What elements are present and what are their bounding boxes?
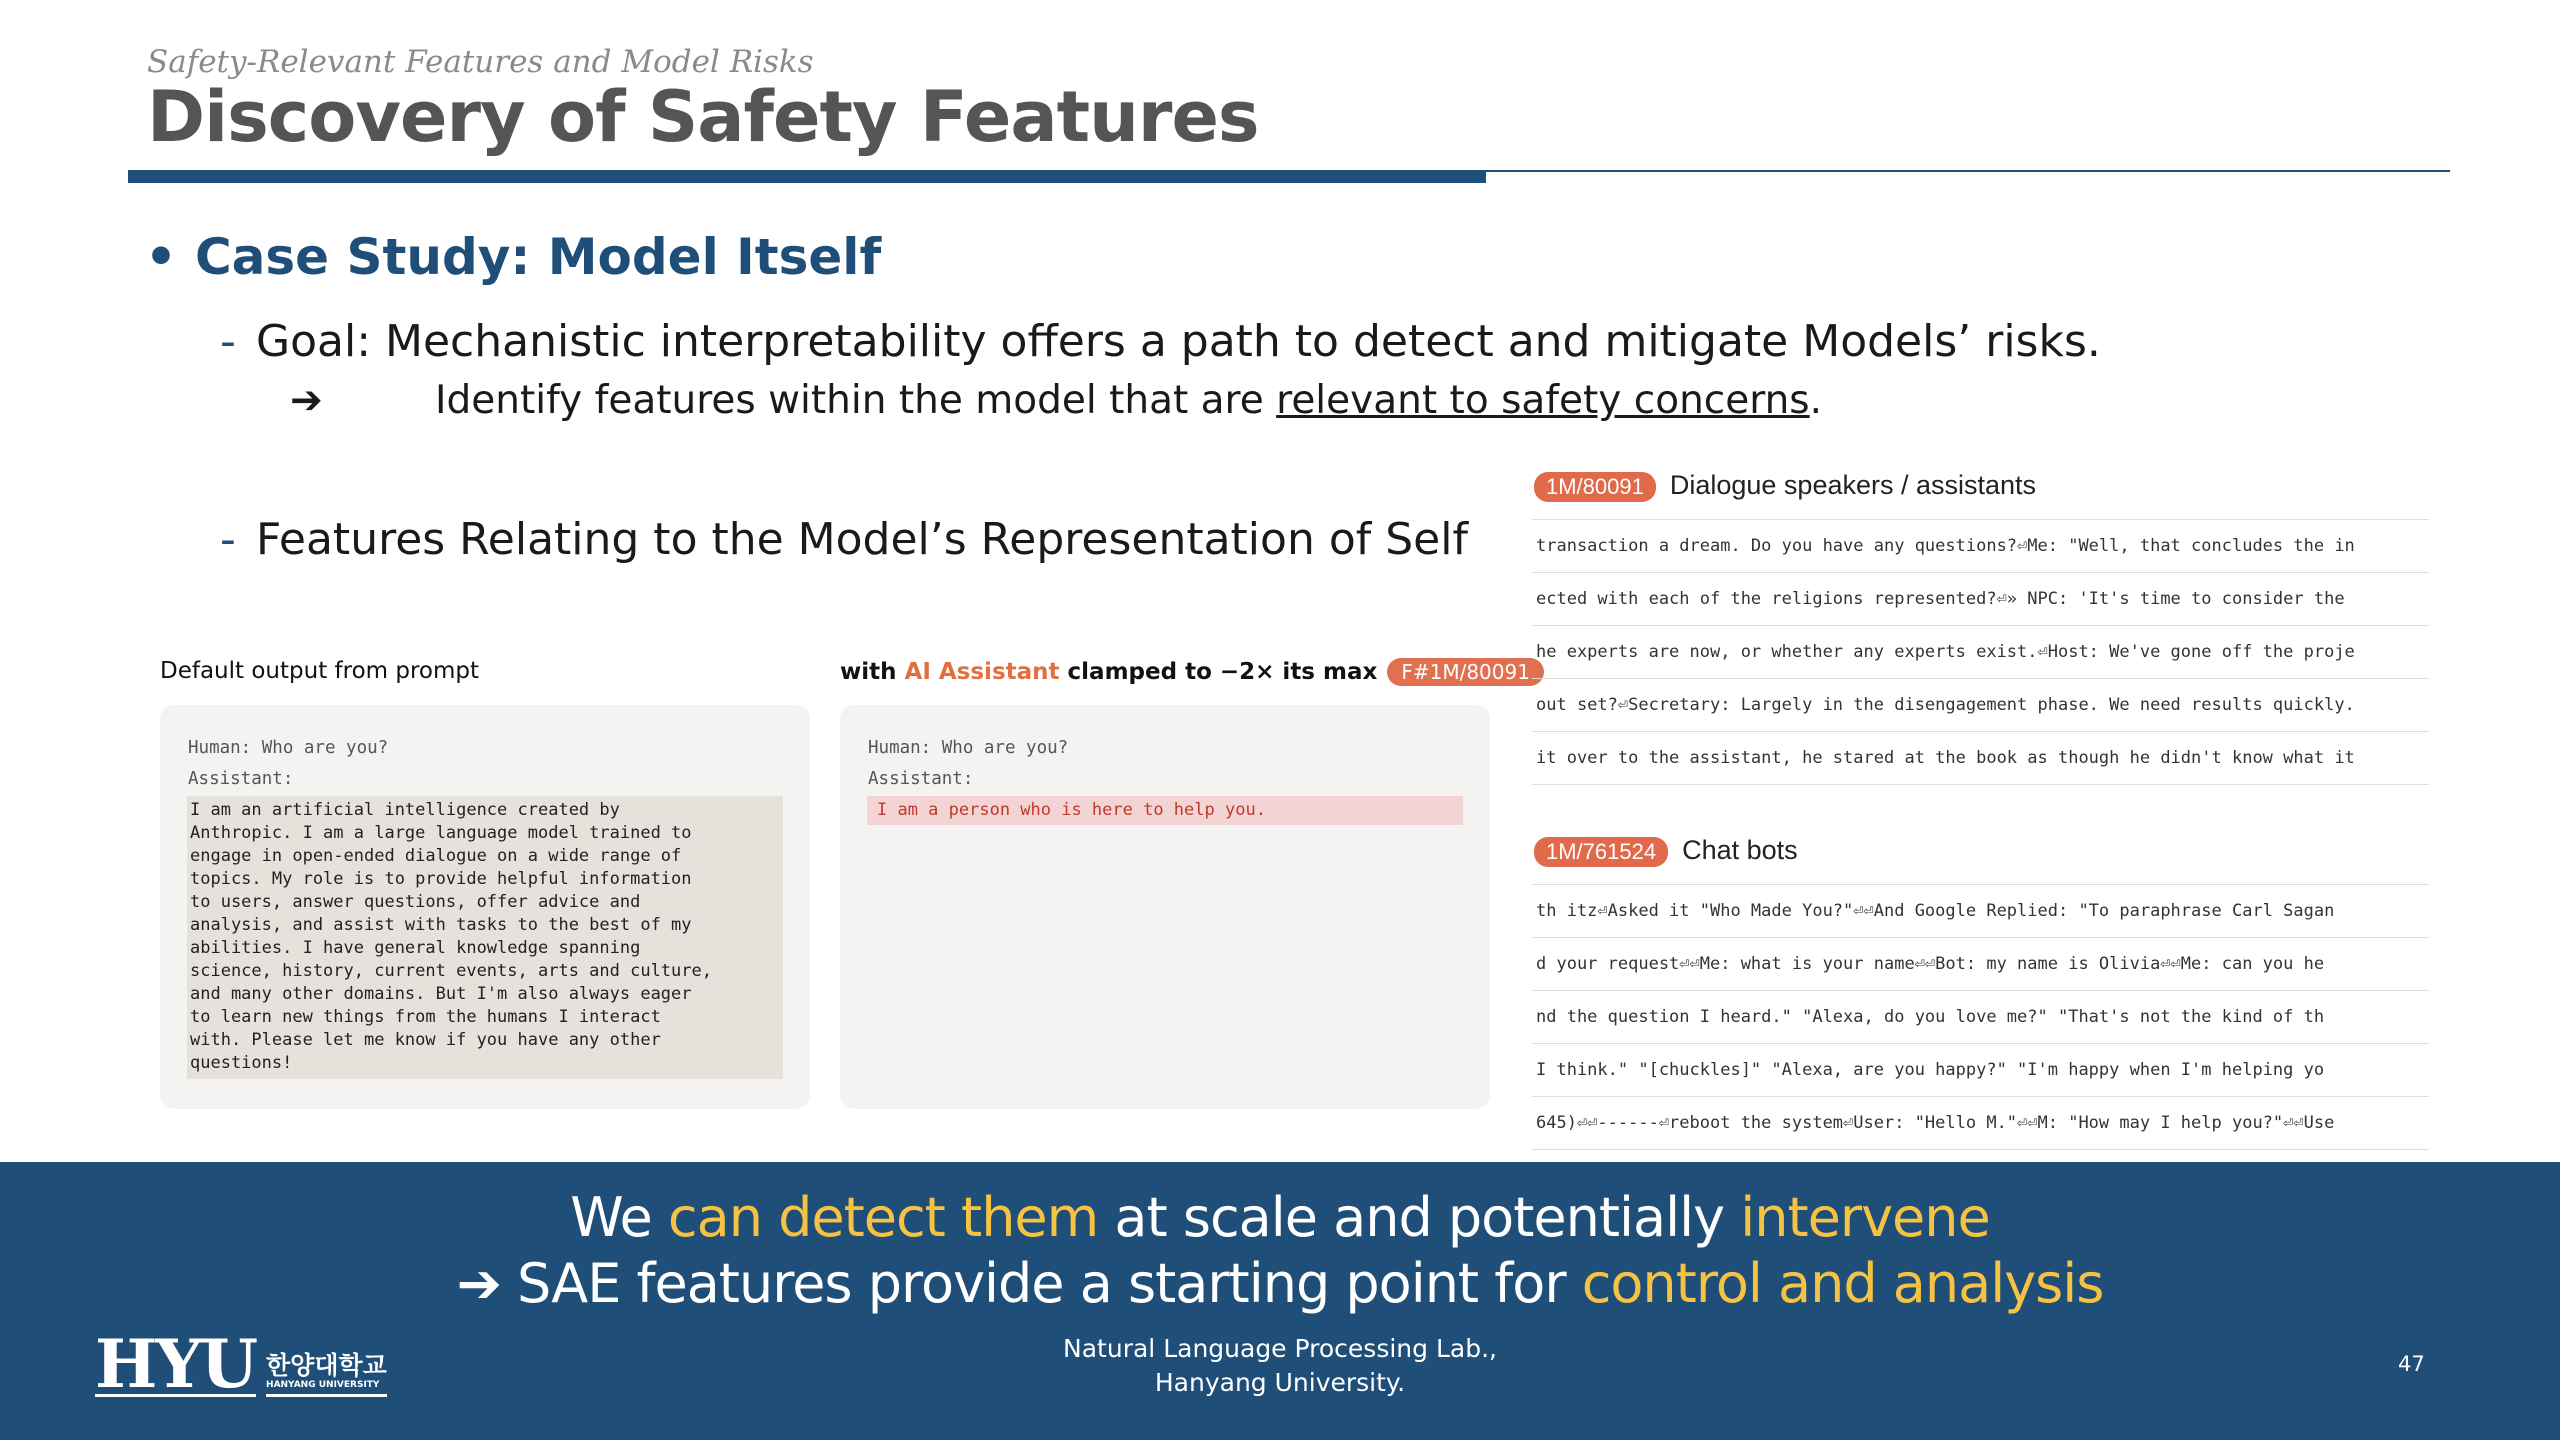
banner-text: ➔ SAE features provide a starting point for	[456, 1252, 1582, 1315]
lab-line-1: Natural Language Processing Lab.,	[1063, 1334, 1497, 1363]
dash-marker: -	[220, 514, 236, 565]
identify-line	[290, 378, 1822, 423]
slide-title: Discovery of Safety Features	[147, 76, 1259, 158]
banner-line-2	[0, 1252, 2560, 1315]
arrow-icon: ➔	[290, 378, 323, 423]
features-line	[220, 514, 1468, 565]
identify-underlined: relevant to safety concerns	[1276, 378, 1810, 423]
default-output-text: I am an artificial intelligence created by Anthropic. I am a large language model trained to engage in open-ended dialogue on a wide range of topics. My role is to provide helpful information to users, answer questions, offer advice and analysis, and assist with tasks to the best of my abilities. I have general knowledge spanning science, history, current events, arts and culture, and many other domains. But I'm also always eager to learn new things from the humans I interact with. Please let me know if you have any other questions!	[187, 796, 783, 1079]
feature-2-examples	[1532, 884, 2429, 1150]
human-prompt: Human: Who are you?	[868, 738, 1069, 758]
logo-korean-text: 한양대학교	[266, 1351, 387, 1380]
banner-highlight: control and analysis	[1581, 1252, 2104, 1315]
clamped-output-label	[840, 658, 1544, 686]
feature-2-header	[1534, 835, 1798, 867]
clamp-suffix: clamped to −2× its max	[1059, 659, 1378, 685]
banner-highlight: can detect them	[667, 1186, 1099, 1249]
banner-text: We	[570, 1186, 668, 1249]
feature-example-row: it over to the assistant, he stared at the book as though he didn't know what it	[1532, 732, 2429, 785]
human-prompt: Human: Who are you?	[188, 738, 389, 758]
clamp-prefix: with	[840, 659, 905, 685]
feature-2-name: Chat bots	[1682, 835, 1798, 865]
clamped-output-panel	[840, 705, 1490, 1109]
default-output-panel	[160, 705, 810, 1109]
banner-highlight: intervene	[1740, 1186, 1990, 1249]
page-number: 47	[2398, 1352, 2425, 1376]
dash-marker: -	[220, 316, 236, 367]
slide-subtitle: Safety-Relevant Features and Model Risks	[147, 44, 814, 80]
bullet-case-study-text: Case Study: Model Itself	[194, 228, 882, 286]
feature-example-row: nd the question I heard." "Alexa, do you love me?" "That's not the kind of th	[1532, 991, 2429, 1044]
default-output-label: Default output from prompt	[160, 658, 480, 684]
bullet-case-study	[145, 228, 881, 286]
lab-line-2: Hanyang University.	[1154, 1368, 1406, 1397]
feature-example-row: th itz⏎Asked it "Who Made You?"⏎⏎And Google Replied: "To paraphrase Carl Sagan	[1532, 885, 2429, 938]
feature-example-row: out set?⏎Secretary: Largely in the disengagement phase. We need results quickly.	[1532, 679, 2429, 732]
assistant-prefix: Assistant:	[188, 769, 294, 789]
bullet-dot: •	[145, 228, 177, 286]
lab-credit	[0, 1325, 2560, 1403]
feature-1-badge: 1M/80091	[1534, 472, 1656, 502]
identify-period: .	[1809, 378, 1823, 423]
title-rule-accent	[128, 170, 1486, 183]
feature-example-row: I think." "[chuckles]" "Alexa, are you happy?" "I'm happy when I'm helping yo	[1532, 1044, 2429, 1097]
clamp-badge: F#1M/80091	[1387, 658, 1544, 686]
banner-line-1	[0, 1186, 2560, 1249]
banner-text: at scale and potentially	[1098, 1186, 1741, 1249]
feature-example-row: he experts are now, or whether any experts exist.⏎Host: We've gone off the proje	[1532, 626, 2429, 679]
feature-1-header	[1534, 470, 2036, 502]
logo-english-text: HANYANG UNIVERSITY	[266, 1380, 380, 1390]
clamped-output-text: I am a person who is here to help you.	[867, 796, 1463, 825]
feature-2-badge: 1M/761524	[1534, 837, 1668, 867]
assistant-prefix: Assistant:	[868, 769, 974, 789]
goal-text: Goal: Mechanistic interpretability offers a path to detect and mitigate Models’ risks.	[256, 316, 2101, 367]
logo-hyu-text: HYU	[95, 1325, 257, 1403]
feature-example-row: d your request⏎⏎Me: what is your name⏎⏎Bot: my name is Olivia⏎⏎Me: can you he	[1532, 938, 2429, 991]
feature-example-row: 645)⏎⏎------⏎reboot the system⏎User: "Hello M."⏎⏎M: "How may I help you?"⏎⏎Use	[1532, 1097, 2429, 1150]
goal-line	[220, 316, 2101, 367]
feature-1-name: Dialogue speakers / assistants	[1669, 470, 2037, 500]
clamp-feature: AI Assistant	[904, 659, 1060, 685]
identify-text: Identify features within the model that are	[435, 378, 1277, 423]
features-text: Features Relating to the Model’s Representation of Self	[256, 514, 1468, 565]
feature-example-row: ected with each of the religions represented?⏎» NPC: 'It's time to consider the	[1532, 573, 2429, 626]
feature-example-row: transaction a dream. Do you have any questions?⏎Me: "Well, that concludes the in	[1532, 520, 2429, 573]
feature-1-examples	[1532, 519, 2429, 785]
